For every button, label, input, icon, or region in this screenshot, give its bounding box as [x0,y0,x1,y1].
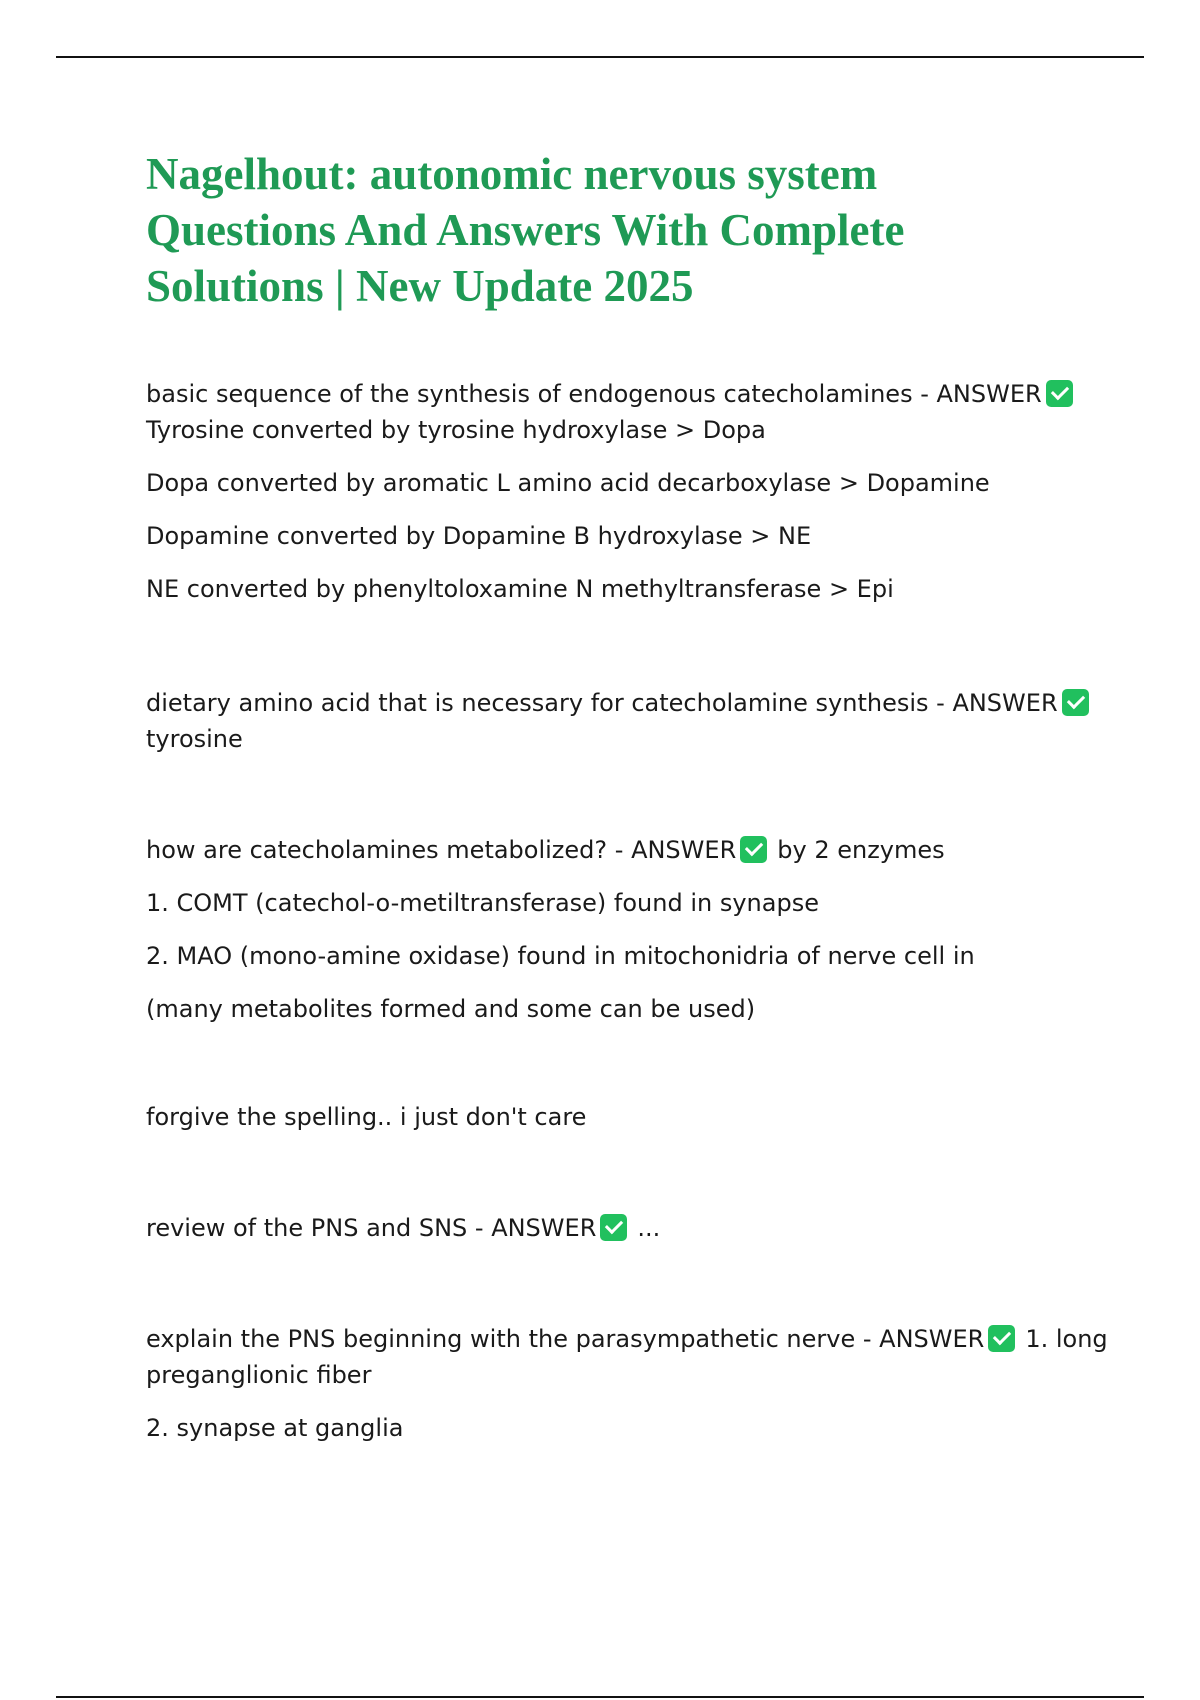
answer-inline: 1. long [1025,1325,1108,1353]
question-line [146,832,975,868]
answer-line: Dopa converted by aromatic L amino acid decarboxylase > Dopamine [146,469,990,497]
answer-line: (many metabolites formed and some can be used) [146,995,756,1023]
answer-line: 1. COMT (catechol-o-metiltransferase) found in synapse [146,889,819,917]
check-box-icon [988,1325,1015,1352]
check-box-icon [1062,689,1089,716]
question-text: basic sequence of the synthesis of endogenous catecholamines - ANSWER [146,380,1042,408]
check-box-icon [1046,380,1073,407]
note-item [146,1099,586,1135]
answer-line: Tyrosine converted by tyrosine hydroxylase > Dopa [146,416,766,444]
title-line: Questions And Answers With Complete [146,205,905,255]
answer-line: Dopamine converted by Dopamine B hydroxylase > NE [146,522,812,550]
answer-line: NE converted by phenyltoloxamine N methyltransferase > Epi [146,575,894,603]
question-line [146,685,1089,721]
title-line: Nagelhout: autonomic nervous system [146,149,878,199]
question-line [146,1210,660,1246]
question-line [146,1321,1108,1357]
qa-item [146,685,1089,757]
qa-item [146,832,975,1027]
question-text: how are catecholamines metabolized? - ANSWER [146,836,737,864]
question-text: dietary amino acid that is necessary for catecholamine synthesis - ANSWER [146,689,1058,717]
answer-line: tyrosine [146,725,243,753]
note-text: forgive the spelling.. i just don't care [146,1103,587,1131]
qa-item [146,1210,660,1246]
title-line: Solutions | New Update 2025 [146,261,694,311]
qa-item [146,1321,1108,1446]
question-text: review of the PNS and SNS - ANSWER [146,1214,597,1242]
check-box-icon [600,1214,627,1241]
answer-line: 2. synapse at ganglia [146,1414,404,1442]
top-rule [56,56,1144,58]
bottom-rule [56,1696,1144,1698]
answer-line: 2. MAO (mono-amine oxidase) found in mitochonidria of nerve cell in [146,942,975,970]
question-text: explain the PNS beginning with the parasympathetic nerve - ANSWER [146,1325,985,1353]
answer-inline: by 2 enzymes [777,836,945,864]
answer-inline: ... [637,1214,661,1242]
qa-item [146,376,1073,607]
question-line [146,376,1073,412]
document-title [146,146,1046,314]
check-box-icon [740,836,767,863]
answer-line: preganglionic fiber [146,1361,372,1389]
